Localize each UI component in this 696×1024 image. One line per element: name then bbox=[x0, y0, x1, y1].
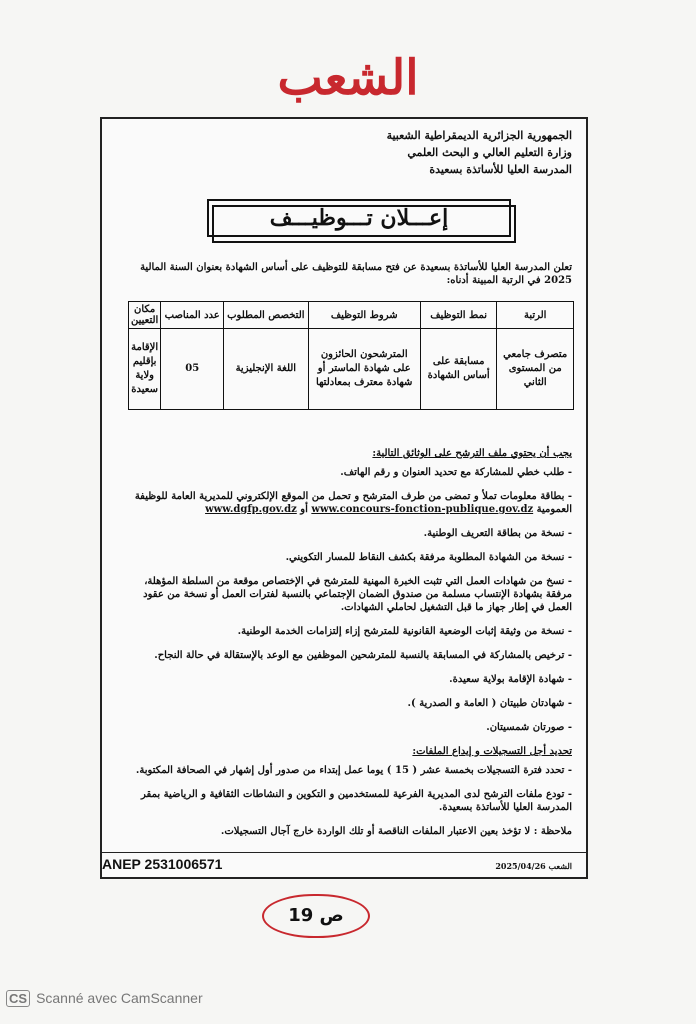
documents-section bbox=[116, 441, 572, 849]
list-item: - تودع ملفات الترشح لدى المديرية الفرعية للمستخدمين و التكوين و النشاطات الثقافية و الرياضية بمقر المدرسة العليا للأساتذة بسعيدة. bbox=[141, 789, 572, 813]
newspaper-masthead bbox=[0, 50, 696, 110]
table-row bbox=[129, 329, 574, 410]
header-line-ministry: وزارة التعليم العالي و البحث العلمي bbox=[407, 146, 572, 159]
note: ملاحظة : لا تؤخذ بعين الاعتبار الملفات الناقصة أو تلك الواردة خارج آجال التسجيلات. bbox=[220, 826, 572, 837]
camscanner-logo-icon: CS bbox=[6, 990, 30, 1007]
col-specialty: التخصص المطلوب bbox=[224, 302, 309, 329]
list-item: - شهادة الإقامة بولاية سعيدة. bbox=[449, 674, 572, 685]
camscanner-text: Scanné avec CamScanner bbox=[36, 990, 203, 1006]
header-block bbox=[387, 127, 572, 178]
footer-divider bbox=[102, 852, 586, 853]
positions-table bbox=[128, 301, 574, 410]
list-item: - شهادتان طبيتان ( العامة و الصدرية ). bbox=[407, 698, 572, 709]
list-item: - نسخة من وثيقة إثبات الوضعية القانونية للمترشح إزاء إلتزامات الخدمة الوطنية. bbox=[237, 626, 572, 637]
list-item: - تحدد فترة التسجيلات بخمسة عشر ( 15 ) يوما عمل إبتداء من صدور أول إشهار في الصحافة المكتوبة. bbox=[135, 765, 572, 776]
info-card-text: - بطاقة معلومات تملأ و تمضى من طرف المترشح و تحمل من الموقع الإلكتروني للمديرية العامة للوظيفة العمومية bbox=[134, 491, 572, 515]
cell-conditions: المترشحون الحائزون على شهادة الماستر أو شهادة معترف بمعادلتها bbox=[308, 329, 420, 410]
header-line-republic: الجمهورية الجزائرية الديمقراطية الشعبية bbox=[386, 129, 572, 142]
documents-heading: يجب أن يحتوي ملف الترشح على الوثائق التالية: bbox=[372, 448, 572, 459]
col-recruitment-type: نمط التوظيف bbox=[420, 302, 497, 329]
table-header-row bbox=[129, 302, 574, 329]
page-number-badge: ص 19 bbox=[262, 894, 370, 938]
link-dgfp[interactable]: www.dgfp.gov.dz bbox=[205, 504, 297, 515]
list-item: - طلب خطي للمشاركة مع تحديد العنوان و رقم الهاتف. bbox=[340, 467, 572, 478]
link-concours[interactable]: www.concours-fonction-publique.gov.dz bbox=[311, 504, 534, 515]
list-item: - نسخة من الشهادة المطلوبة مرفقة بكشف النقاط للمسار التكويني. bbox=[285, 552, 572, 563]
list-item: - صورتان شمسيتان. bbox=[486, 722, 572, 733]
col-grade: الرتبة bbox=[497, 302, 574, 329]
list-item: - ترخيص بالمشاركة في المسابقة بالنسبة للمترشحين الموظفين مع الوعد بالإستقالة في حالة النجاح. bbox=[154, 650, 572, 661]
header-line-school: المدرسة العليا للأساتذة بسعيدة bbox=[429, 163, 572, 176]
deadline-heading: تحديد أجل التسجيلات و إيداع الملفات: bbox=[412, 746, 572, 757]
intro-paragraph: تعلن المدرسة العليا للأساتذة بسعيدة عن فتح مسابقة للتوظيف على أساس الشهادة بعنوان السنة المالية 2025 في الرتبة المبينة أدناه: bbox=[140, 262, 572, 286]
announcement-title: إعـــلان تـــوظيـــف bbox=[207, 199, 511, 237]
cell-location: الإقامة بإقليم ولاية سعيدة bbox=[129, 329, 161, 410]
camscanner-watermark bbox=[6, 990, 203, 1007]
or-text: أو bbox=[300, 504, 308, 515]
col-conditions: شروط التوظيف bbox=[308, 302, 420, 329]
list-item bbox=[116, 490, 572, 516]
cell-specialty: اللغة الإنجليزية bbox=[224, 329, 309, 410]
list-item: - نسخة من بطاقة التعريف الوطنية. bbox=[423, 528, 572, 539]
col-location: مكان التعيين bbox=[129, 302, 161, 329]
anep-reference: ANEP 2531006571 bbox=[102, 856, 223, 872]
publication-date: الشعب 2025/04/26 bbox=[495, 861, 572, 871]
masthead-logo: الشعب bbox=[277, 50, 419, 106]
col-positions-count: عدد المناصب bbox=[161, 302, 224, 329]
job-announcement bbox=[100, 117, 588, 879]
cell-positions-count: 05 bbox=[161, 329, 224, 410]
list-item: - نسخ من شهادات العمل التي تثبت الخبرة المهنية للمترشح في الإختصاص موقعة من السلطة المؤهلة، مرفقة بشهادة الإنتساب مسلمة من صندوق الضمان الإجتماعي بالنسبة لفترات العمل أو نسخة من عقود العمل في إطار جهاز ما قبل التشغيل لحاملي الشهادات. bbox=[143, 576, 572, 613]
cell-recruitment-type: مسابقة على أساس الشهادة bbox=[420, 329, 497, 410]
cell-grade: متصرف جامعي من المستوى الثاني bbox=[497, 329, 574, 410]
